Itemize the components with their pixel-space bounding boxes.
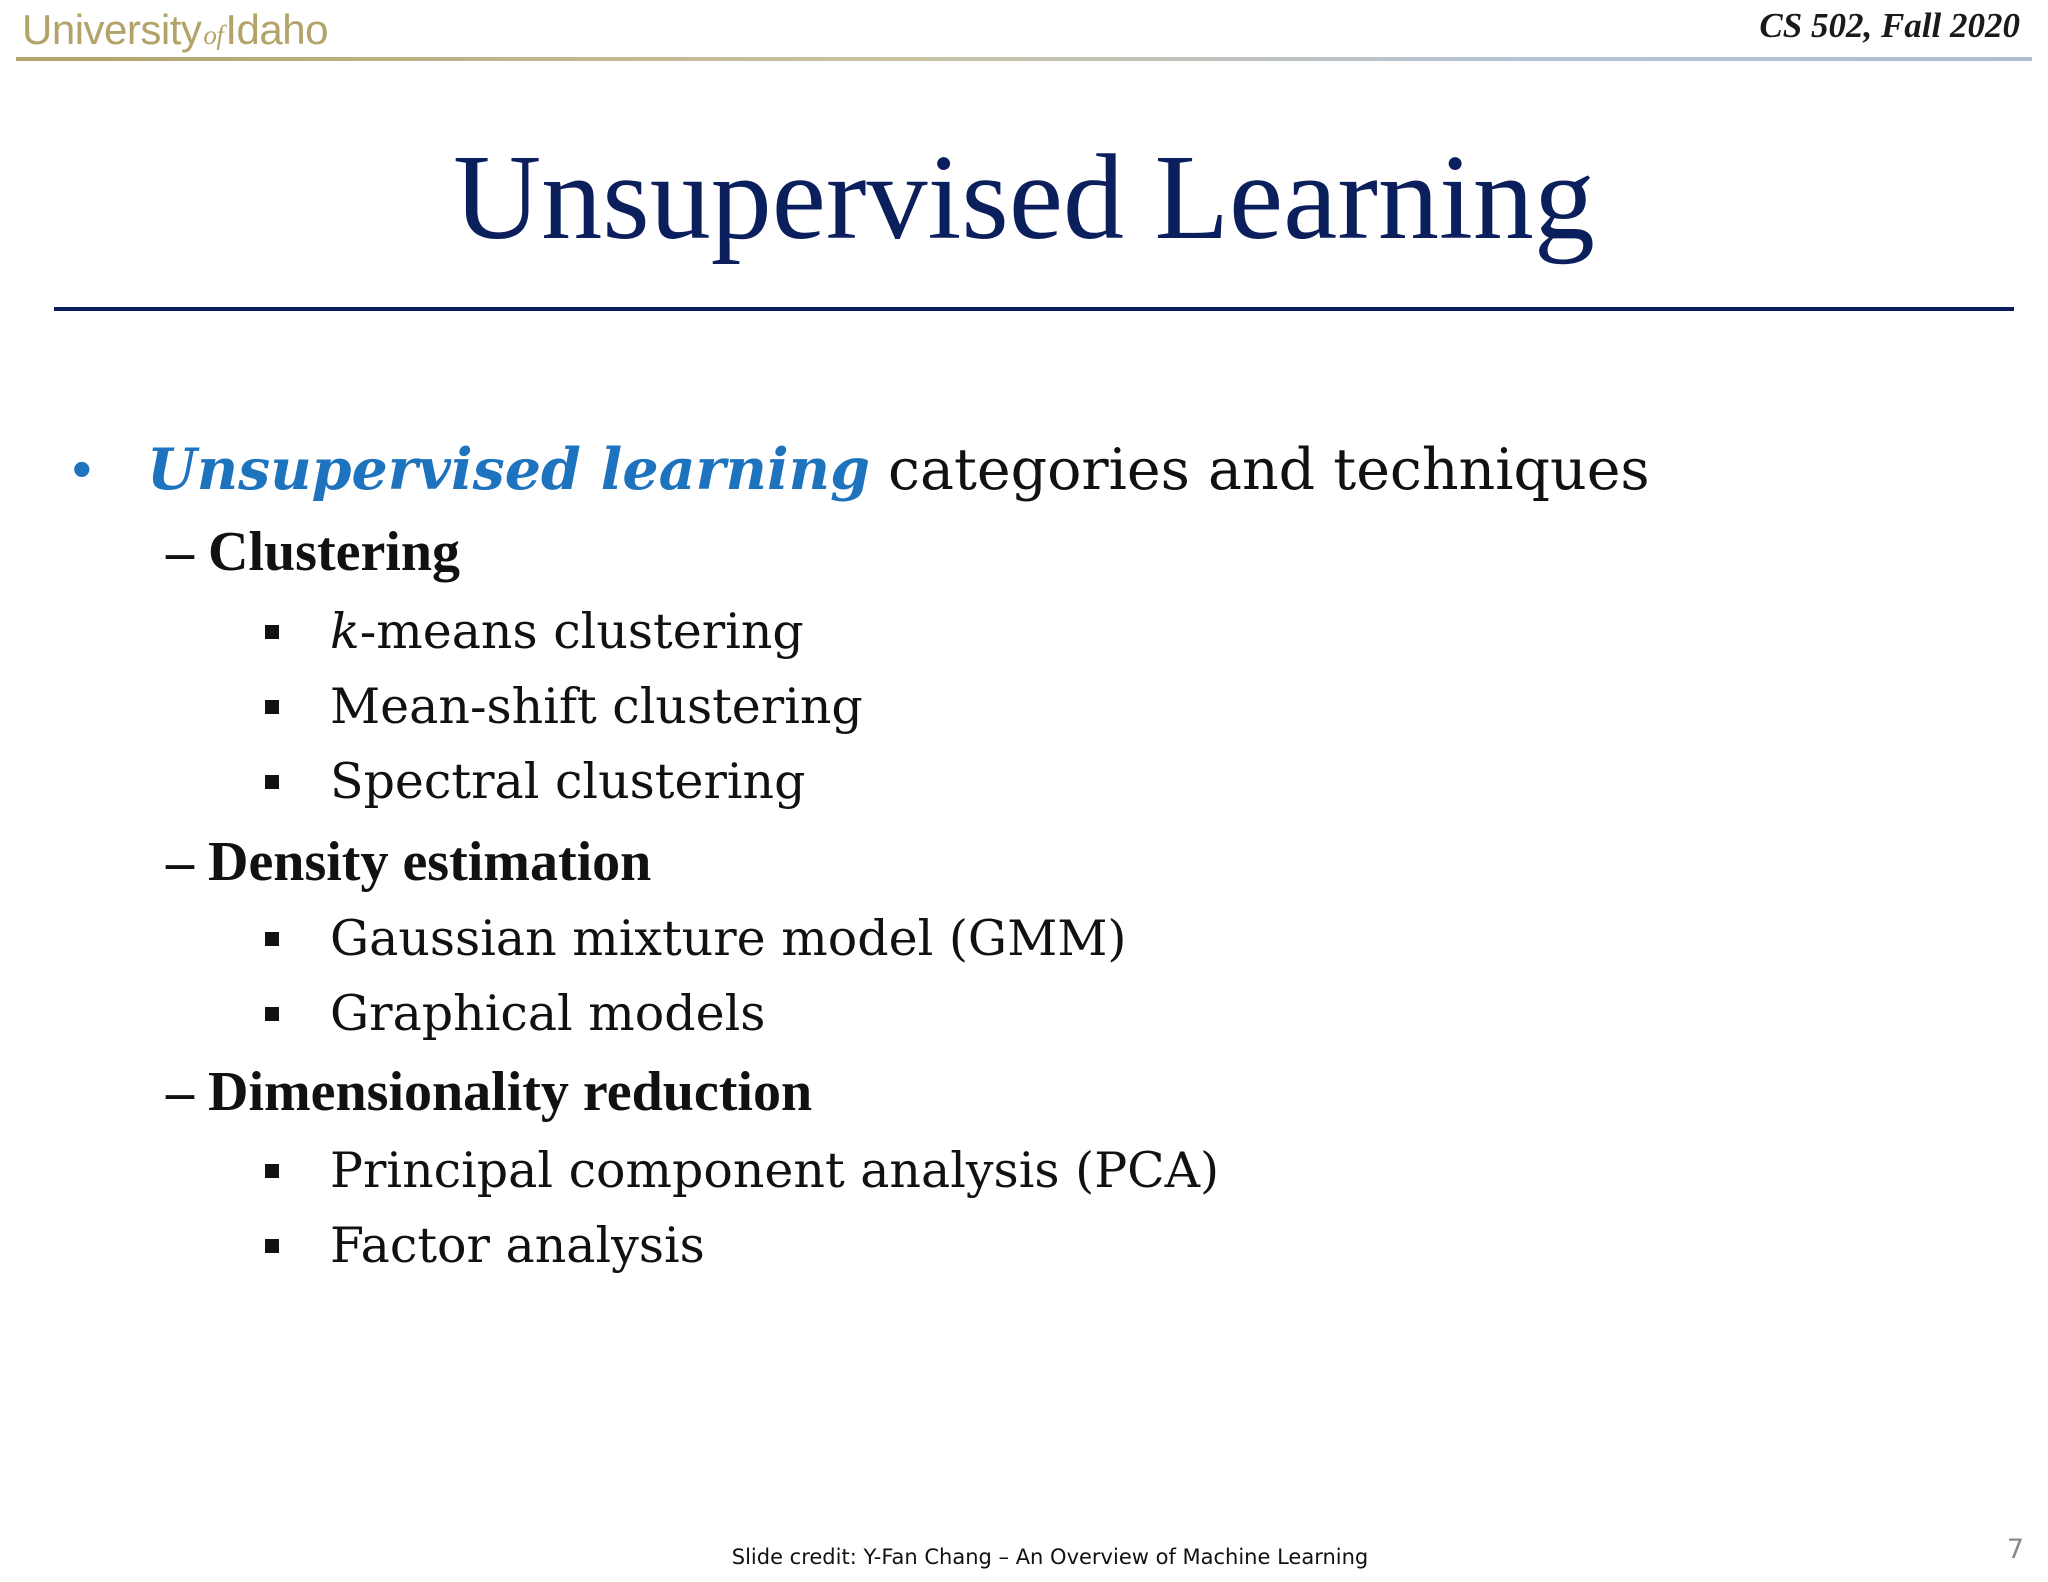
main-bullet-text [147, 436, 1650, 503]
list-item-italic-prefix: k [330, 603, 360, 660]
university-logo [22, 6, 328, 54]
list-item: Factor analysis [330, 1217, 705, 1274]
bullet-dot: • [72, 437, 92, 500]
course-label: CS 502, Fall 2020 [1759, 6, 2020, 45]
category-dimensionality-reduction: – Dimensionality reduction [166, 1061, 813, 1123]
slide-credit: Slide credit: Y-Fan Chang – An Overview of Machine Learning [731, 1545, 1369, 1569]
category-clustering: – Clustering [166, 521, 460, 583]
square-bullet [265, 1007, 279, 1021]
list-item-text: -means clustering [359, 603, 804, 660]
logo-of-text: of [203, 20, 224, 50]
header-divider [16, 57, 2032, 61]
square-bullet [265, 1239, 279, 1253]
list-item: Spectral clustering [330, 753, 806, 810]
square-bullet [265, 932, 279, 946]
list-item [330, 603, 804, 660]
logo-idaho-text: Idaho [225, 6, 328, 53]
logo-university-text: University [22, 6, 202, 53]
square-bullet [265, 775, 279, 789]
square-bullet [265, 625, 279, 639]
title-divider [54, 307, 2014, 311]
list-item: Gaussian mixture model (GMM) [330, 910, 1127, 967]
list-item: Principal component analysis (PCA) [330, 1142, 1220, 1199]
list-item: Graphical models [330, 985, 766, 1042]
main-bullet-highlight: Unsupervised learning [147, 436, 870, 503]
main-bullet-rest: categories and techniques [869, 437, 1650, 503]
square-bullet [265, 1164, 279, 1178]
list-item: Mean-shift clustering [330, 678, 863, 735]
square-bullet [265, 700, 279, 714]
page-number: 7 [2006, 1534, 2024, 1565]
category-density-estimation: – Density estimation [166, 831, 652, 893]
slide-title: Unsupervised Learning [453, 130, 1595, 265]
